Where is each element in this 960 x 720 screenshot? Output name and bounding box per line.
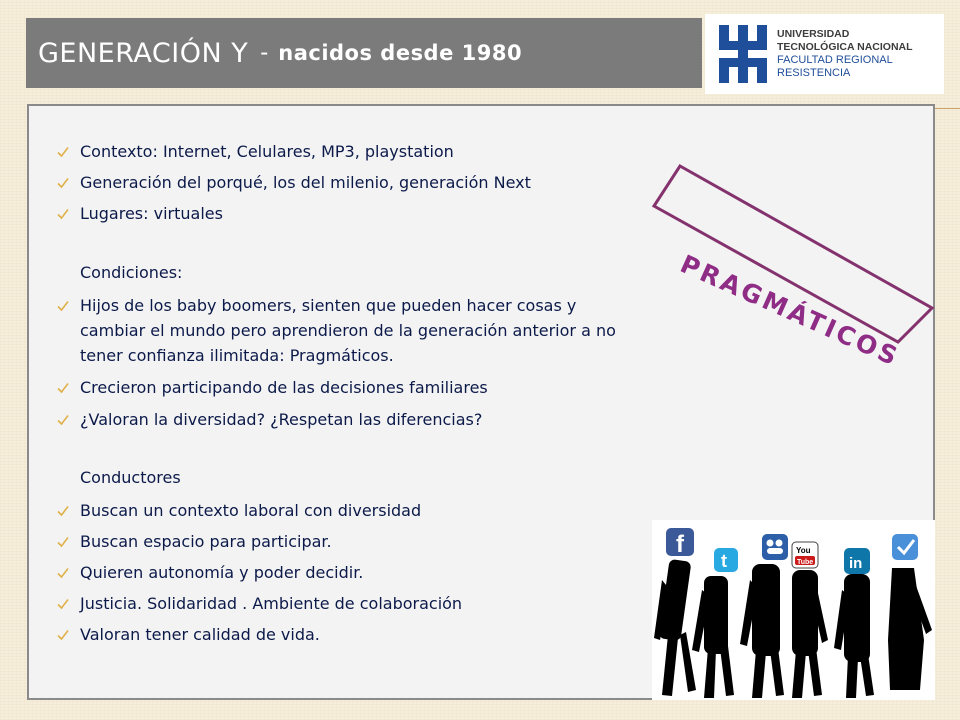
social-media-silhouettes-illustration bbox=[652, 520, 935, 700]
twitter-icon bbox=[714, 548, 738, 572]
logo-line-2: TECNOLÓGICA NACIONAL bbox=[777, 41, 913, 53]
silhouettes-graphic bbox=[652, 520, 935, 700]
svg-text:t: t bbox=[721, 551, 727, 571]
list-item: Valoran tener calidad de vida. bbox=[80, 625, 320, 644]
svg-text:in: in bbox=[849, 555, 863, 572]
list-item: ¿Valoran la diversidad? ¿Respetan las diferencias? bbox=[80, 410, 483, 429]
check-icon bbox=[57, 414, 69, 426]
slide-title: GENERACIÓN Y bbox=[38, 37, 249, 69]
check-icon bbox=[57, 598, 69, 610]
list-item: Contexto: Internet, Celulares, MP3, playstation bbox=[80, 142, 454, 161]
list-item: Lugares: virtuales bbox=[80, 204, 223, 223]
check-icon bbox=[57, 505, 69, 517]
list-item: Generación del porqué, los del milenio, generación Next bbox=[80, 173, 531, 192]
facebook-icon bbox=[666, 528, 694, 558]
stamp-text: PRAGMÁTICOS bbox=[676, 249, 905, 373]
slide-title-bar bbox=[26, 18, 702, 88]
youtube-icon bbox=[792, 542, 818, 568]
section-heading: Conductores bbox=[80, 468, 181, 487]
delicious-icon bbox=[892, 534, 918, 560]
logo-line-4: RESISTENCIA bbox=[777, 67, 851, 79]
list-item: Hijos de los baby boomers, sienten que pueden hacer cosas y bbox=[80, 296, 577, 315]
check-icon bbox=[57, 567, 69, 579]
list-item: Quieren autonomía y poder decidir. bbox=[80, 563, 364, 582]
svg-text:Tube: Tube bbox=[797, 559, 814, 566]
check-icon bbox=[57, 382, 69, 394]
logo-line-3: FACULTAD REGIONAL bbox=[777, 54, 893, 66]
list-item: Crecieron participando de las decisiones familiares bbox=[80, 378, 488, 397]
check-icon bbox=[57, 177, 69, 189]
logo-line-1: UNIVERSIDAD bbox=[777, 28, 850, 40]
list-item: Buscan un contexto laboral con diversidad bbox=[80, 501, 422, 520]
list-item: Justicia. Solidaridad . Ambiente de colaboración bbox=[80, 594, 463, 613]
slide-subtitle: nacidos desde 1980 bbox=[278, 41, 523, 65]
myspace-icon bbox=[762, 534, 788, 560]
list-item-continuation: tener confianza ilimitada: Pragmáticos. bbox=[80, 346, 394, 365]
check-icon bbox=[57, 629, 69, 641]
section-heading: Condiciones: bbox=[80, 263, 183, 282]
check-icon bbox=[57, 536, 69, 548]
accent-line bbox=[932, 108, 960, 109]
check-icon bbox=[57, 146, 69, 158]
check-icon bbox=[57, 208, 69, 220]
svg-text:You: You bbox=[796, 546, 811, 555]
title-separator: - bbox=[260, 39, 269, 66]
list-item-continuation: cambiar el mundo pero aprendieron de la generación anterior a no bbox=[80, 321, 616, 340]
utn-logo-icon bbox=[715, 23, 771, 85]
svg-text:f: f bbox=[676, 531, 684, 558]
university-logo bbox=[705, 14, 944, 94]
linkedin-icon bbox=[844, 548, 870, 574]
list-item: Buscan espacio para participar. bbox=[80, 532, 332, 551]
check-icon bbox=[57, 300, 69, 312]
